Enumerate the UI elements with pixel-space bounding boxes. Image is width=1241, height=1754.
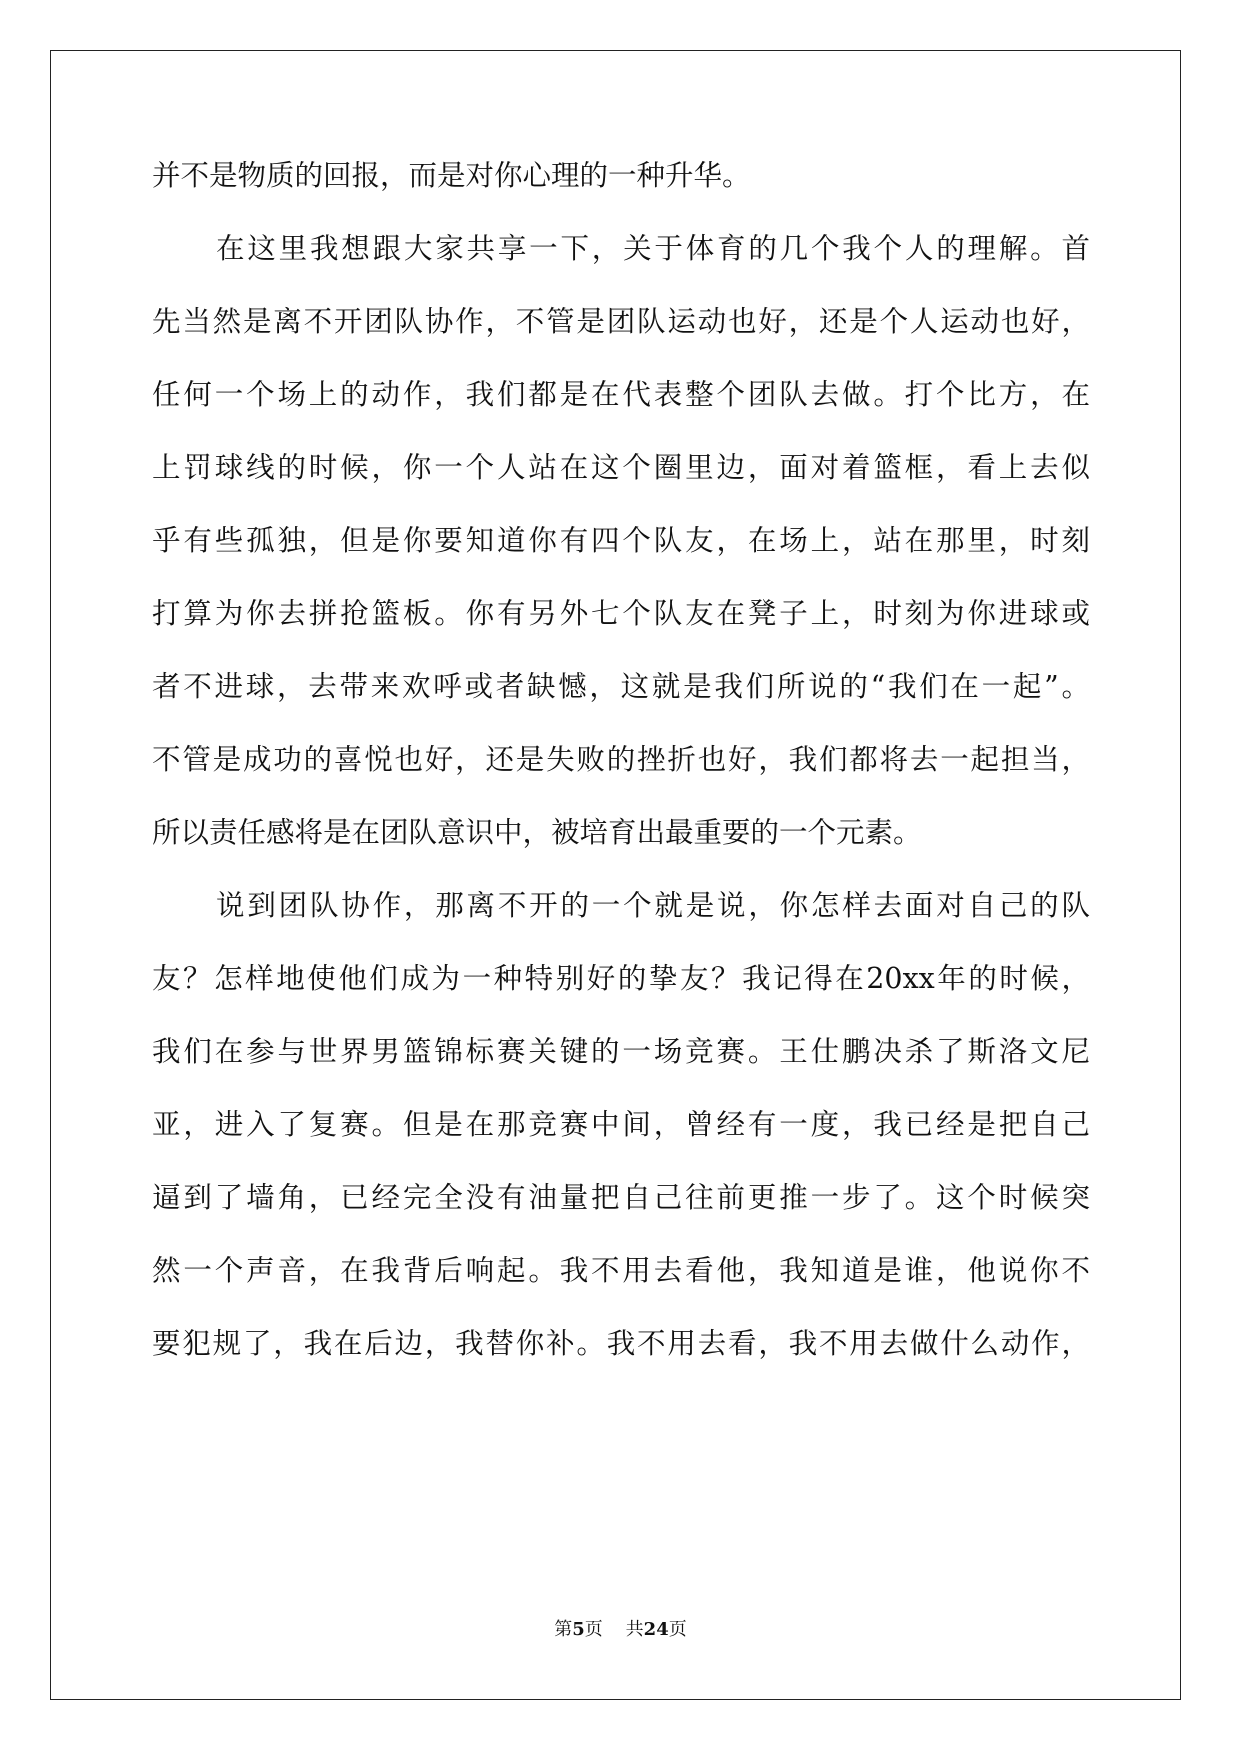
text-line-9: 不管是成功的喜悦也好，还是失败的挫折也好，我们都将去一起担当， [152,743,1090,776]
text-line-13: 我们在参与世界男篮锦标赛关键的一场竞赛。王仕鹏决杀了斯洛文尼 [152,1035,1090,1068]
text-line-6: 乎有些孤独，但是你要知道你有四个队友，在场上，站在那里，时刻 [152,524,1090,557]
text-line-14: 亚，进入了复赛。但是在那竞赛中间，曾经有一度，我已经是把自己 [152,1108,1090,1141]
text-line-15: 逼到了墙角，已经完全没有油量把自己往前更推一步了。这个时候突 [152,1181,1090,1214]
footer-total-suffix: 页 [668,1619,687,1640]
text-line-17: 要犯规了，我在后边，我替你补。我不用去看，我不用去做什么动作， [152,1327,1090,1360]
text-line-4: 任何一个场上的动作，我们都是在代表整个团队去做。打个比方，在 [152,378,1090,411]
footer-prefix: 第 [554,1619,573,1640]
text-line-10: 所以责任感将是在团队意识中，被培育出最重要的一个元素。 [152,816,922,849]
footer-total-prefix: 共 [625,1619,644,1640]
footer-total-pages: 24 [643,1619,669,1640]
page-border [50,50,1181,1700]
footer-page-suffix: 页 [584,1619,603,1640]
text-line-16: 然一个声音，在我背后响起。我不用去看他，我知道是谁，他说你不 [152,1254,1090,1287]
text-line-2: 在这里我想跟大家共享一下，关于体育的几个我个人的理解。首 [216,232,1090,265]
text-line-11: 说到团队协作，那离不开的一个就是说，你怎样去面对自己的队 [216,889,1090,922]
text-line-8: 者不进球，去带来欢呼或者缺憾，这就是我们所说的“我们在一起”。 [152,670,1090,703]
footer-page-number: 5 [572,1619,585,1640]
text-line-3: 先当然是离不开团队协作，不管是团队运动也好，还是个人运动也好， [152,305,1090,338]
text-line-1: 并不是物质的回报，而是对你心理的一种升华。 [152,159,751,192]
text-line-7: 打算为你去拼抢篮板。你有另外七个队友在凳子上，时刻为你进球或 [152,597,1090,630]
text-line-12: 友？怎样地使他们成为一种特别好的挚友？我记得在20xx年的时候， [152,962,1090,995]
page-footer [0,1618,1241,1642]
text-line-5: 上罚球线的时候，你一个人站在这个圈里边，面对着篮框，看上去似 [152,451,1090,484]
